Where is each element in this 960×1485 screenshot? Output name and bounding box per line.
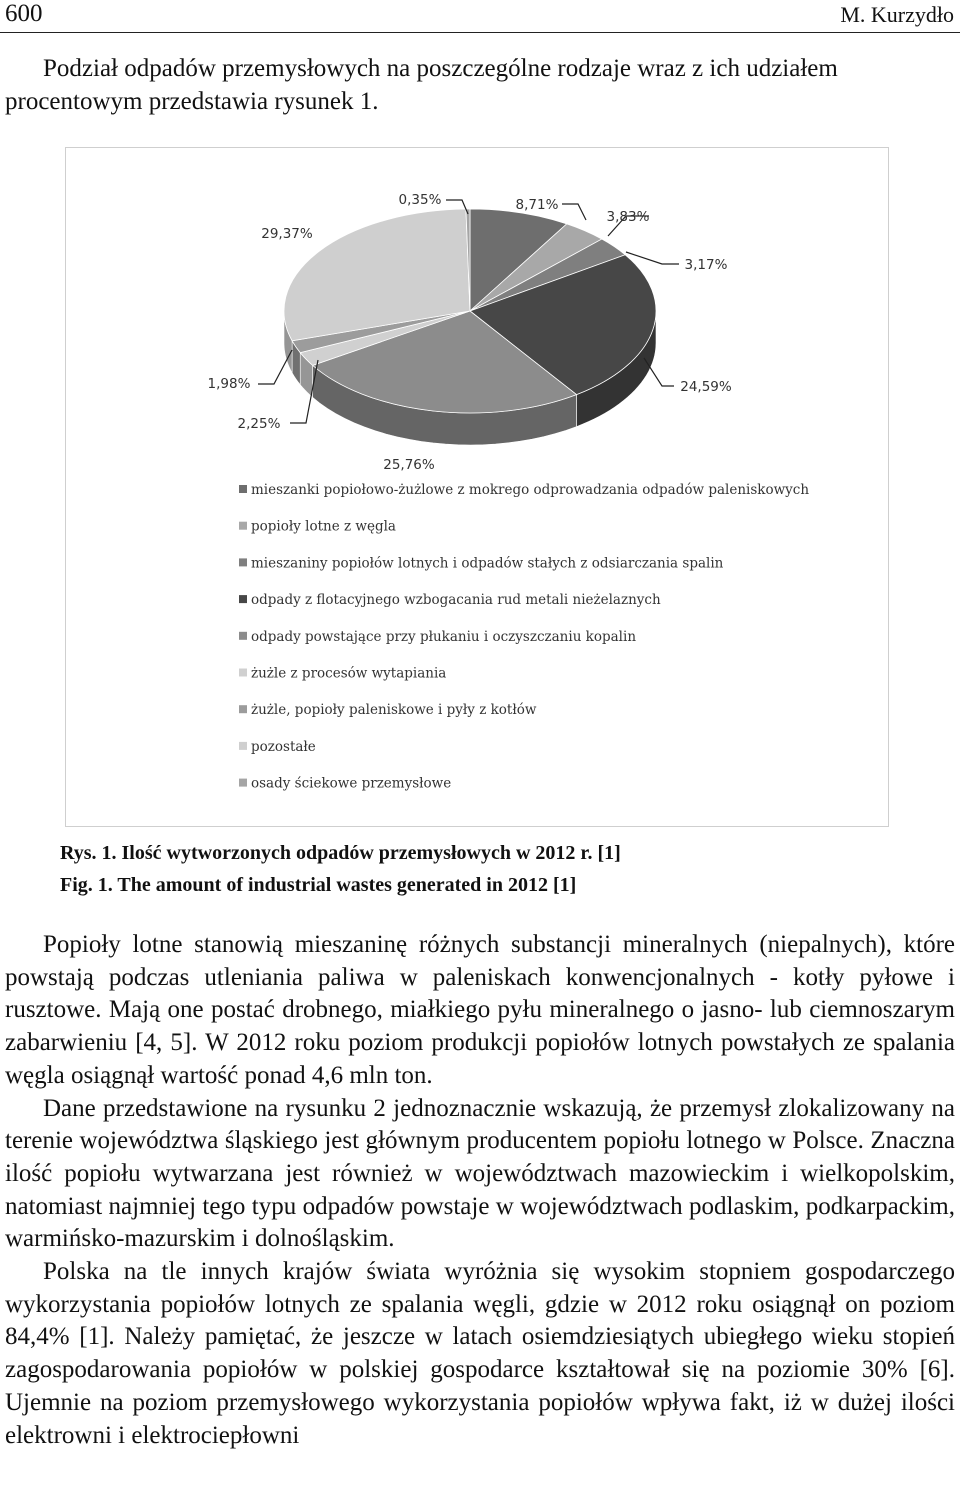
- legend-swatch-8: [239, 742, 247, 750]
- legend-label-1: mieszanki popiołowo-żużlowe z mokrego odprowadzania odpadów paleniskowych: [251, 482, 810, 498]
- slice-1-leader-line: [562, 204, 586, 220]
- legend-swatch-4: [239, 595, 247, 603]
- legend-label-9: osady ściekowe przemysłowe: [251, 775, 452, 792]
- slice-4-value-label: 24,59%: [680, 379, 732, 395]
- slice-1-value-label: 8,71%: [515, 197, 559, 213]
- slice-2-value-label: 3,83%: [606, 209, 650, 225]
- figure-caption-en: Fig. 1. The amount of industrial wastes generated in 2012 [1]: [60, 874, 577, 896]
- body-paragraph-3: Polska na tle innych krajów świata wyróżnia się wysokim stopniem gospodarczego wykorzystania popiołów lotnych ze spalania węgli, gdzie w 2012 roku osiągnął on poziom 84,4% [1]. Należy pamiętać, że jeszcze w latach osiemdziesiątych ubiegłego wieku stopień zagospodarowania popiołów w polskiej gospodarce kształtował się na poziomie 30% [6]. Ujemnie na poziom przemysłowego wykorzystania popiołów wpływa fakt, iż w dużej ilości elektrowni i elektrociepłowni: [5, 1258, 955, 1449]
- legend-label-6: żużle z procesów wytapiania: [251, 665, 447, 682]
- legend-label-3: mieszaniny popiołów lotnych i odpadów stałych z odsiarczania spalin: [251, 555, 724, 572]
- body-text: [5, 929, 955, 1452]
- legend-swatch-5: [239, 632, 247, 640]
- legend-label-8: pozostałe: [251, 738, 316, 755]
- legend-label-5: odpady powstające przy płukaniu i oczyszczaniu kopalin: [251, 628, 637, 645]
- slice-6-value-label: 2,25%: [237, 416, 281, 432]
- pie-chart: [66, 148, 888, 826]
- body-paragraph-1: Popioły lotne stanowią mieszaninę różnych substancji mineralnych (niepalnych), które powstają podczas utleniania paliwa w paleniskach konwencjonalnych - kotły pyłowe i rusztowe. Mają one postać drobnego, miałkiego pyłu mineralnego o jasno- lub ciemnoszarym zabarwieniu [4, 5]. W 2012 roku poziom produkcji popiołów lotnych powstałych ze spalania węgla osiągnął wartość ponad 4,6 mln ton.: [5, 931, 955, 1089]
- running-author: M. Kurzydło: [840, 2, 954, 27]
- slice-8-value-label: 29,37%: [261, 226, 313, 242]
- slice-7-value-label: 1,98%: [207, 376, 251, 392]
- legend-swatch-6: [239, 669, 247, 677]
- legend-label-2: popioły lotne z węgla: [251, 518, 396, 535]
- figure-frame: [65, 147, 889, 827]
- page-header: [0, 0, 960, 34]
- legend-label-4: odpady z flotacyjnego wzbogacania rud metali nieżelaznych: [251, 592, 661, 609]
- legend-swatch-2: [239, 522, 247, 530]
- slice-3-leader-line: [626, 252, 679, 264]
- legend-label-7: żużle, popioły paleniskowe i pyły z kotłów: [251, 702, 537, 719]
- legend-swatch-9: [239, 779, 247, 787]
- figure-caption-pl: Rys. 1. Ilość wytworzonych odpadów przemysłowych w 2012 r. [1]: [60, 842, 621, 864]
- legend-swatch-3: [239, 558, 247, 566]
- body-paragraph-2: Dane przedstawione na rysunku 2 jednoznacznie wskazują, że przemysł zlokalizowany na terenie województwa śląskiego jest głównym producentem popiołu lotnego w Polsce. Znaczna ilość popiołu wytwarzana jest również w województwach mazowieckim i wielkopolskim, natomiast najmniej tego typu odpadów powstaje w województwach podlaskim, podkarpackim, warmińsko-mazurskim i dolnośląskim.: [5, 1094, 955, 1253]
- slice-3-value-label: 3,17%: [684, 257, 728, 273]
- legend-swatch-7: [239, 705, 247, 713]
- legend-swatch-1: [239, 485, 247, 493]
- intro-paragraph: Podział odpadów przemysłowych na poszczególne rodzaje wraz z ich udziałem procentowym przedstawia rysunek 1.: [5, 55, 838, 115]
- slice-5-value-label: 25,76%: [383, 457, 435, 473]
- header-rule: [0, 32, 960, 33]
- page-number: 600: [5, 0, 43, 27]
- slice-9-value-label: 0,35%: [398, 192, 442, 208]
